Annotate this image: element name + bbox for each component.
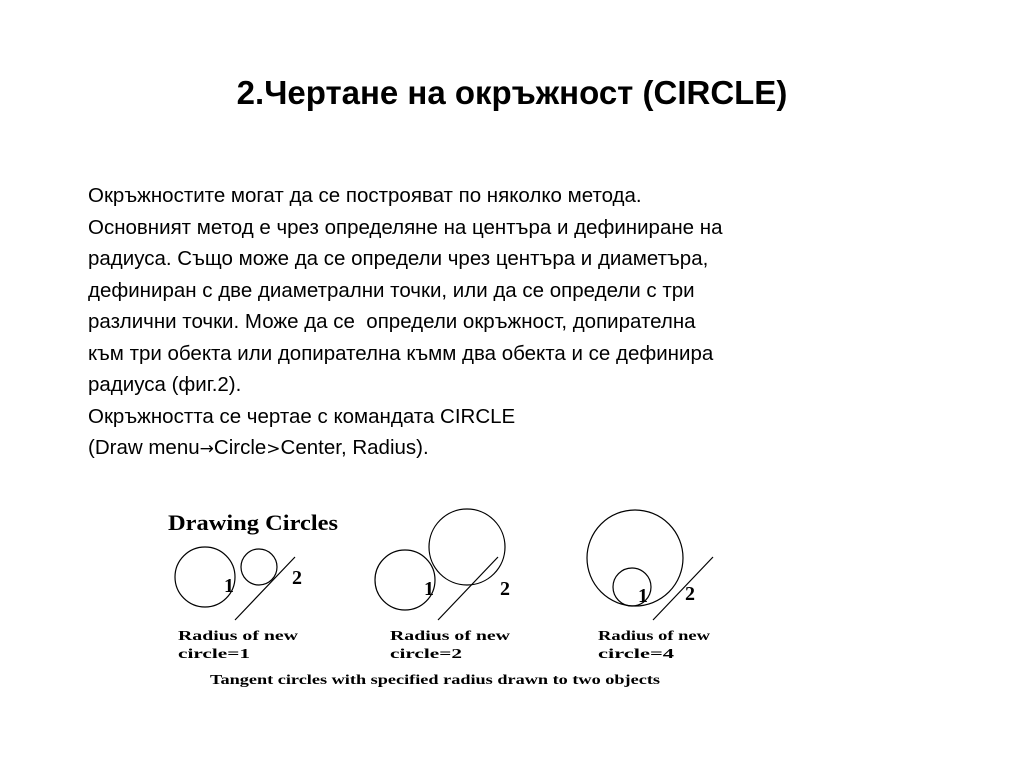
panel-caption-line-1: Radius of new: [390, 629, 512, 644]
command-prefix: (Draw menu: [88, 436, 200, 459]
tangent-label-1: 1: [224, 575, 234, 597]
body-line: радиуса (фиг.2).: [88, 373, 242, 396]
arrow-icon: →: [199, 439, 214, 459]
object-line-2: [438, 557, 498, 620]
command-middle: Circle: [213, 436, 267, 459]
body-line: дефиниран с две диаметрални точки, или да се определи с три: [88, 278, 695, 302]
panel-caption-line-1: Radius of new: [178, 629, 300, 644]
tangent-label-2: 2: [500, 578, 510, 600]
body-line: Окръжностите могат да се построяват по няколко метода.: [88, 184, 642, 207]
figure-drawing-circles: [160, 500, 720, 700]
body-line: радиуса. Също може да се определи чрез центъра и диаметъра,: [88, 247, 709, 270]
tangent-circle: [429, 509, 505, 585]
panel-caption-line-2: circle=1: [178, 647, 250, 662]
object-line-2: [235, 557, 295, 620]
figure-footer-caption: Tangent circles with specified radius drawn to two objects: [210, 673, 661, 688]
slide-title: 2.Чертане на окръжност (CIRCLE): [236, 74, 788, 111]
tangent-label-1: 1: [424, 578, 434, 600]
command-suffix: Center, Radius).: [280, 436, 429, 459]
body-paragraph: [88, 180, 928, 466]
panel-caption-line-1: Radius of new: [598, 629, 712, 644]
tangent-circle: [241, 549, 277, 585]
body-line: Основният метод е чрез определяне на центъра и дефиниране на: [88, 215, 723, 239]
tangent-label-2: 2: [685, 583, 695, 605]
tangent-label-2: 2: [292, 567, 302, 589]
figure-panel-2: [375, 509, 511, 662]
greater-than-symbol: >: [266, 439, 281, 459]
panel-caption-line-2: circle=4: [598, 647, 674, 662]
body-line: към три обекта или допирателна къмм два обекта и се дефинира: [88, 341, 714, 365]
figure-heading: Drawing Circles: [168, 510, 339, 535]
body-line: различни точки. Може да се определи окръжност, допирателна: [88, 310, 696, 333]
body-line: Окръжността се чертае с командата CIRCLE: [88, 404, 516, 428]
panel-caption-line-2: circle=2: [390, 647, 462, 662]
figure-panel-1: [175, 547, 302, 662]
tangent-label-1: 1: [638, 585, 648, 607]
figure-panel-3: [587, 510, 713, 662]
tangent-circle: [587, 510, 683, 606]
command-line: [88, 432, 928, 466]
object-line-2: [653, 557, 713, 620]
